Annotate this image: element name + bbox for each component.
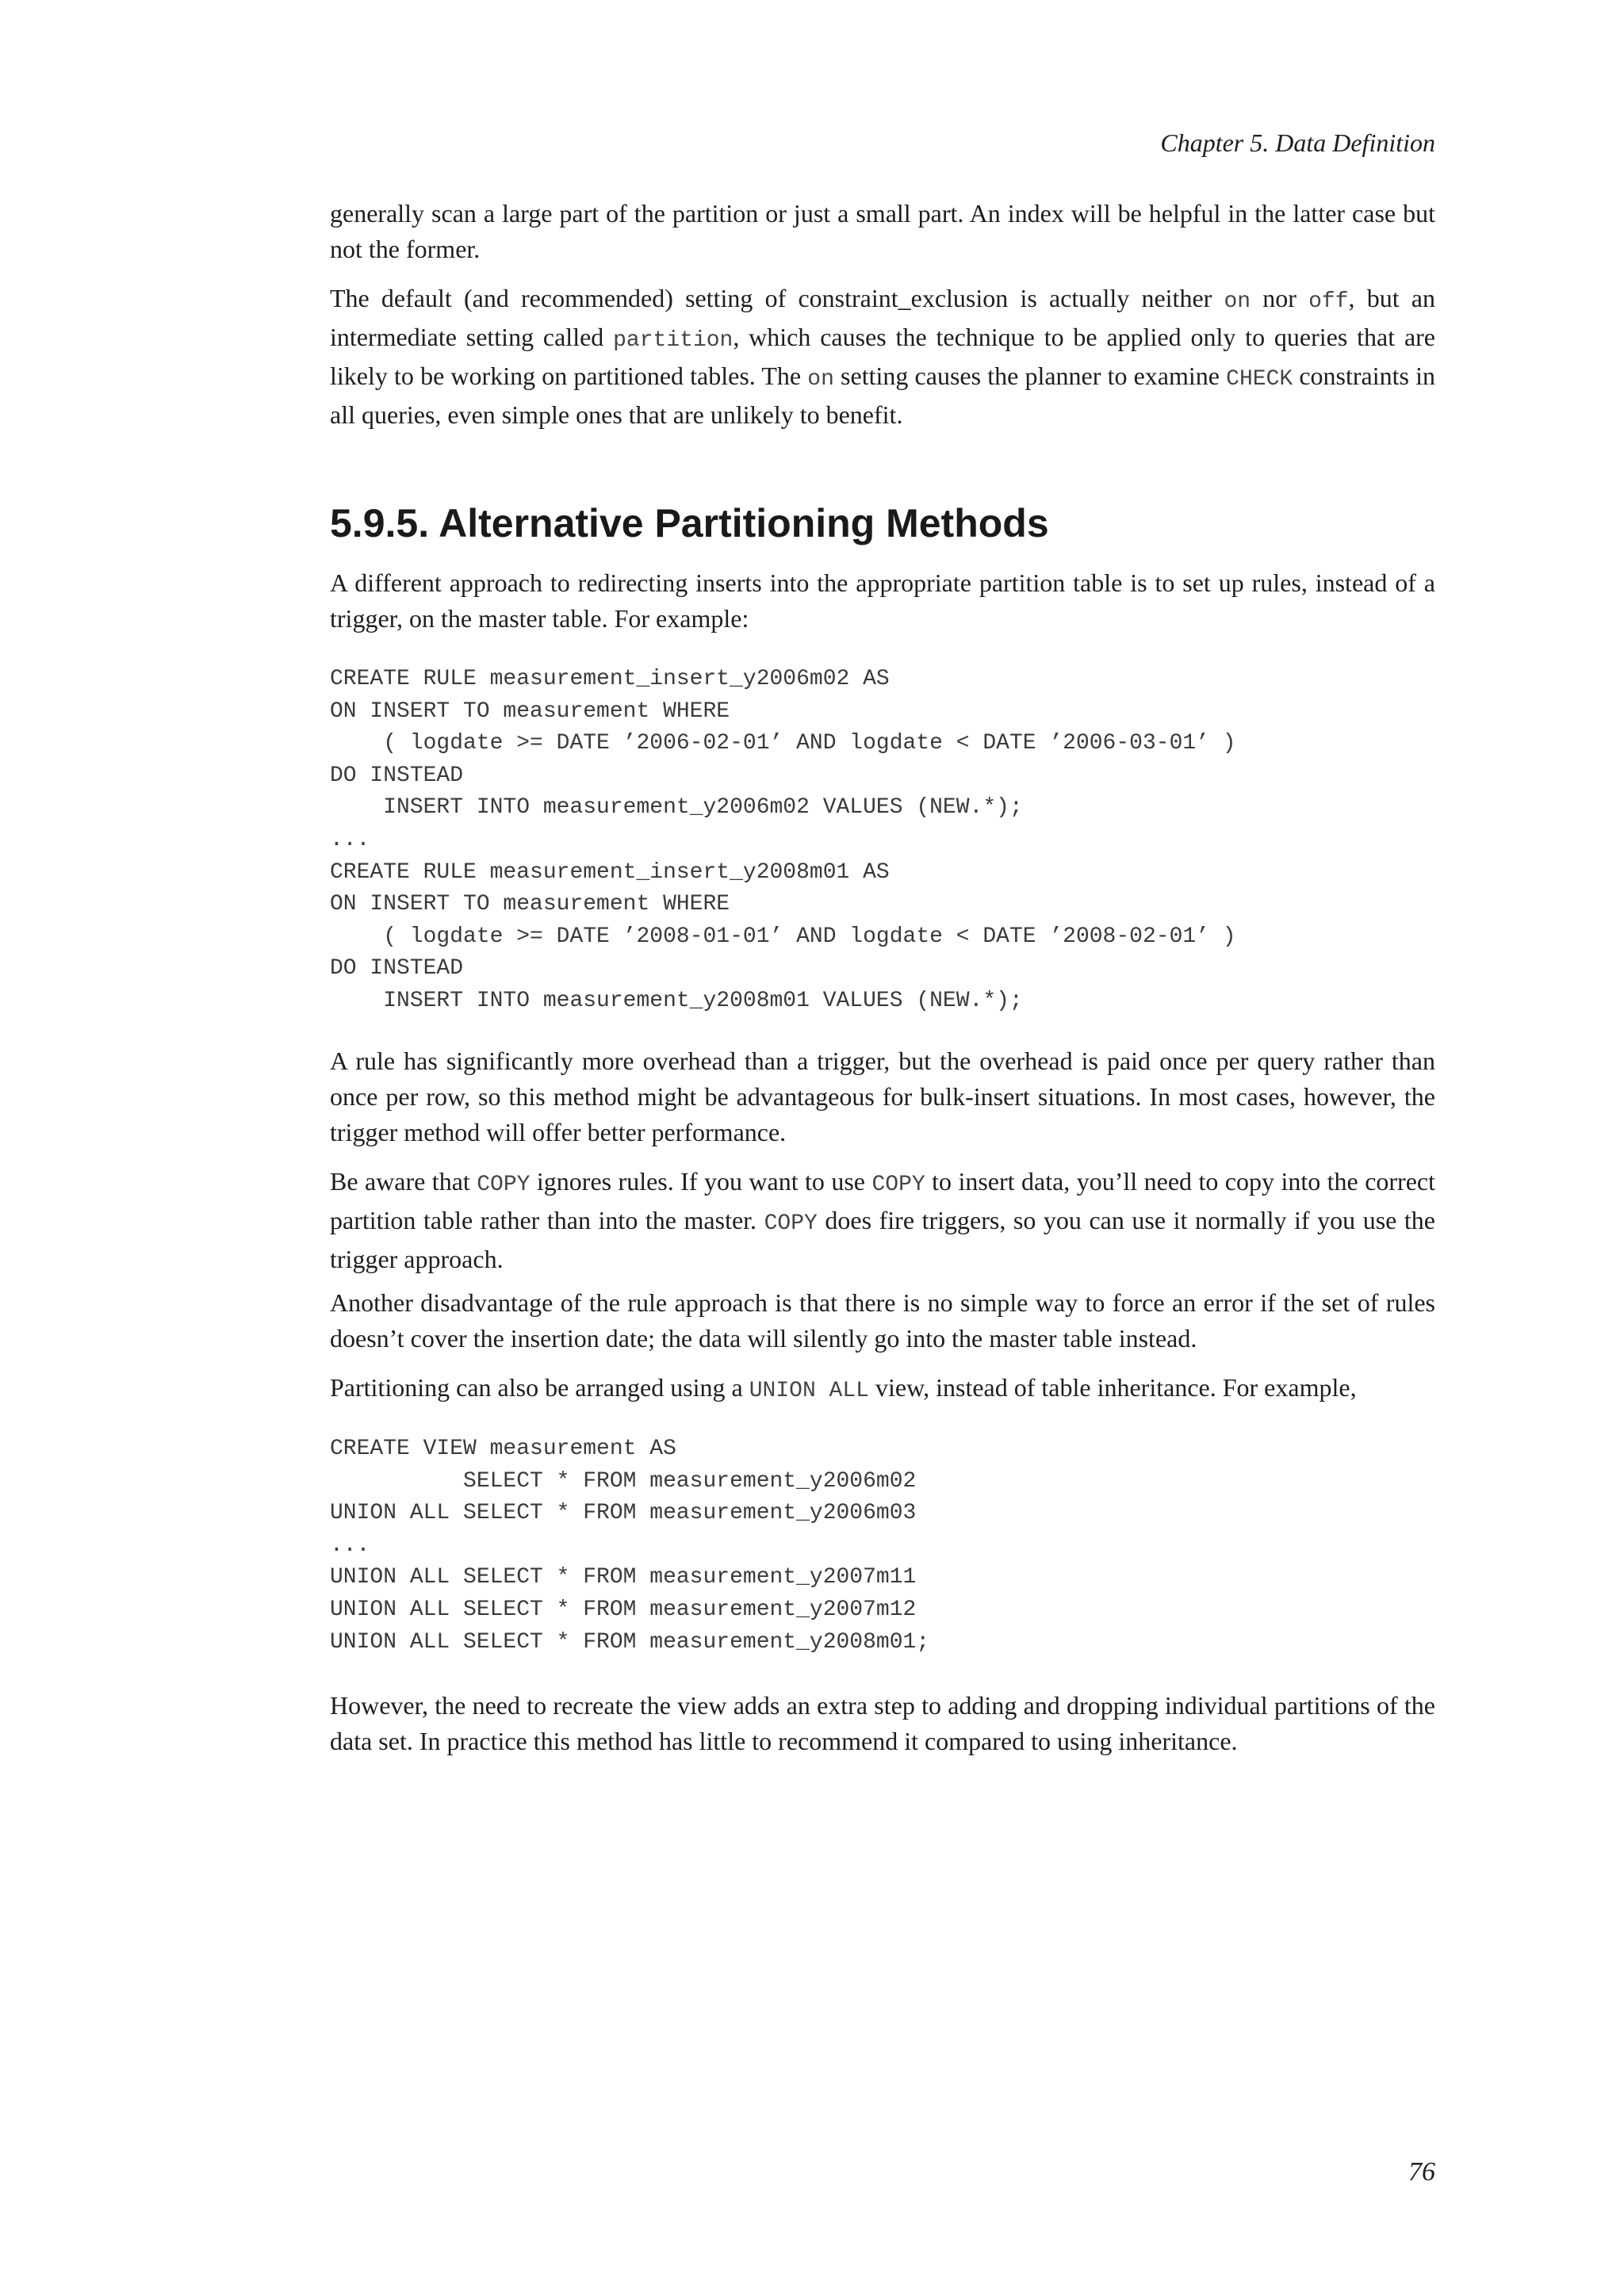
inline-code-partition: partition: [613, 328, 733, 353]
paragraph-rules-intro: A different approach to redirecting inserts into the appropriate partition table is to set up rules, instead of a trigger, on the master table. For example:: [330, 568, 1435, 633]
code-line: ( logdate >= DATE ’2008-01-01’ AND logdate < DATE ’2008-02-01’ ): [330, 924, 1236, 949]
code-line: UNION ALL SELECT * FROM measurement_y2008m01;: [330, 1629, 930, 1655]
code-line: SELECT * FROM measurement_y2006m02: [330, 1468, 917, 1494]
code-line: CREATE RULE measurement_insert_y2008m01 AS: [330, 859, 890, 885]
code-line: ...: [330, 1533, 370, 1558]
paragraph-rule-overhead: A rule has significantly more overhead than a trigger, but the overhead is paid once per query rather than once per row, so this method might be advantageous for bulk-insert situations. In most cases, however, the trigger method will offer better performance.: [330, 1047, 1435, 1146]
running-header: Chapter 5. Data Definition: [1160, 128, 1435, 157]
code-block-create-rule: [330, 664, 1236, 1018]
inline-code-copy: COPY: [477, 1173, 530, 1197]
paragraph-view-recreate: However, the need to recreate the view adds an extra step to adding and dropping individual partitions of the data set. In practice this method has little to recommend it compared to using inheritance.: [330, 1691, 1435, 1755]
paragraph-constraint-exclusion: The default (and recommended) setting of constraint_exclusion is actually neither on nor off, but an intermediate setting called partition, which causes the technique to be applied only to queries that are likely to be working on partitioned tables. The on setting causes the planner to examine CHECK constraints in all queries, even simple ones that are unlikely to benefit.: [330, 284, 1436, 429]
inline-code-copy-3: COPY: [764, 1211, 818, 1236]
code-line: ...: [330, 827, 370, 852]
page-number: 76: [1408, 2157, 1435, 2187]
inline-code-union-all: UNION ALL: [749, 1379, 869, 1403]
inline-code-off: off: [1308, 289, 1349, 314]
code-line: ON INSERT TO measurement WHERE: [330, 892, 730, 917]
inline-code-on-2: on: [807, 367, 834, 392]
code-line: DO INSTEAD: [330, 956, 464, 982]
code-line: INSERT INTO measurement_y2006m02 VALUES (NEW.*);: [330, 795, 1023, 821]
section-heading: 5.9.5. Alternative Partitioning Methods: [330, 501, 1049, 545]
inline-code-on: on: [1224, 289, 1251, 314]
code-line: CREATE VIEW measurement AS: [330, 1437, 676, 1461]
code-line: CREATE RULE measurement_insert_y2006m02 AS: [330, 667, 890, 691]
document-page: [330, 0, 1435, 2296]
code-line: ON INSERT TO measurement WHERE: [330, 698, 730, 724]
paragraph-index-scan: generally scan a large part of the partition or just a small part. An index will be helpful in the latter case but not the former.: [330, 199, 1435, 263]
inline-code-copy-2: COPY: [871, 1173, 925, 1197]
code-line: DO INSTEAD: [330, 763, 464, 788]
code-block-create-view: [330, 1433, 929, 1659]
inline-code-check: CHECK: [1226, 367, 1293, 392]
code-line: INSERT INTO measurement_y2008m01 VALUES (NEW.*);: [330, 988, 1023, 1013]
paragraph-union-all: Partitioning can also be arranged using a UNION ALL view, instead of table inheritance. For example,: [330, 1373, 1357, 1403]
code-line: UNION ALL SELECT * FROM measurement_y2007m11: [330, 1565, 917, 1590]
code-line: ( logdate >= DATE ’2006-02-01’ AND logdate < DATE ’2006-03-01’ ): [330, 731, 1236, 756]
code-line: UNION ALL SELECT * FROM measurement_y2006m03: [330, 1501, 917, 1526]
code-line: UNION ALL SELECT * FROM measurement_y2007m12: [330, 1597, 917, 1622]
paragraph-rule-disadvantage: Another disadvantage of the rule approach is that there is no simple way to force an error if the set of rules doesn’t cover the insertion date; the data will silently go into the master table instead.: [330, 1288, 1435, 1353]
paragraph-copy-ignores-rules: Be aware that COPY ignores rules. If you want to use COPY to insert data, you’ll need to copy into the correct partition table rather than into the master. COPY does fire triggers, so you can use it normally if you use the trigger approach.: [330, 1167, 1436, 1273]
